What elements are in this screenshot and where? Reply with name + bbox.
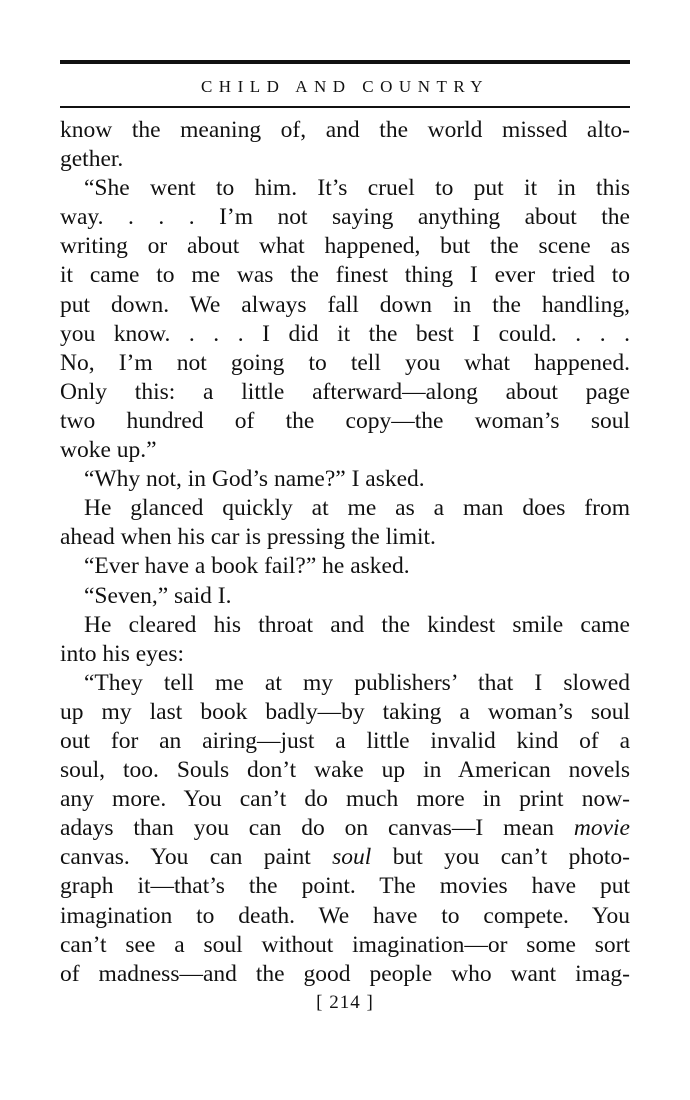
- text-line: two hundred of the copy—the woman’s soul: [60, 407, 630, 434]
- book-page: [60, 60, 630, 1014]
- text-line: imagination to death. We have to compete. You: [60, 902, 630, 929]
- text-line: up my last book badly—by taking a woman’s soul: [60, 698, 630, 725]
- top-rule: [60, 60, 630, 64]
- text-line: woke up.”: [60, 437, 157, 464]
- text-line: “She went to him. It’s cruel to put it in this: [84, 175, 630, 202]
- text-line: of madness—and the good people who want imag-: [60, 960, 630, 987]
- text-line: it came to me was the finest thing I ever tried to: [60, 262, 630, 289]
- text-line: “Ever have a book fail?” he asked.: [84, 553, 410, 580]
- text-line: No, I’m not going to tell you what happened.: [60, 349, 630, 376]
- text-line: any more. You can’t do much more in print now-: [60, 786, 630, 813]
- text-line: He glanced quickly at me as a man does from: [84, 495, 630, 522]
- text-line: put down. We always fall down in the handling,: [60, 291, 630, 318]
- text-line: Only this: a little afterward—along about page: [60, 378, 630, 405]
- text-line: “Why not, in God’s name?” I asked.: [84, 466, 425, 493]
- text-line: “They tell me at my publishers’ that I slowed: [84, 669, 630, 696]
- text-line: can’t see a soul without imagination—or some sort: [60, 931, 630, 958]
- text-line: graph it—that’s the point. The movies have put: [60, 873, 630, 900]
- text-line: know the meaning of, and the world missed alto-: [60, 117, 630, 143]
- text-line: out for an airing—just a little invalid kind of a: [60, 727, 630, 754]
- text-line: adays than you can do on canvas—I mean movie: [60, 815, 630, 842]
- text-line: you know. . . . I did it the best I could. . . .: [60, 320, 630, 347]
- text-line: soul, too. Souls don’t wake up in American novels: [60, 757, 630, 784]
- text-line: writing or about what happened, but the scene as: [60, 233, 630, 260]
- running-head: CHILD AND COUNTRY: [200, 77, 490, 96]
- emphasis-text: soul: [332, 844, 372, 871]
- text-line: canvas. You can paint soul but you can’t photo-: [60, 844, 630, 871]
- text-line: “Seven,” said I.: [84, 582, 232, 609]
- body-text: [60, 116, 630, 989]
- text-line: gether.: [60, 146, 124, 173]
- text-line: way. . . . I’m not saying anything about the: [60, 204, 630, 231]
- page-number: [ 214 ]: [316, 991, 374, 1013]
- header-rule: [60, 106, 630, 108]
- text-line: ahead when his car is pressing the limit.: [60, 524, 436, 551]
- text-line: into his eyes:: [60, 640, 185, 667]
- emphasis-text: movie: [573, 815, 630, 842]
- text-line: He cleared his throat and the kindest smile came: [84, 611, 630, 638]
